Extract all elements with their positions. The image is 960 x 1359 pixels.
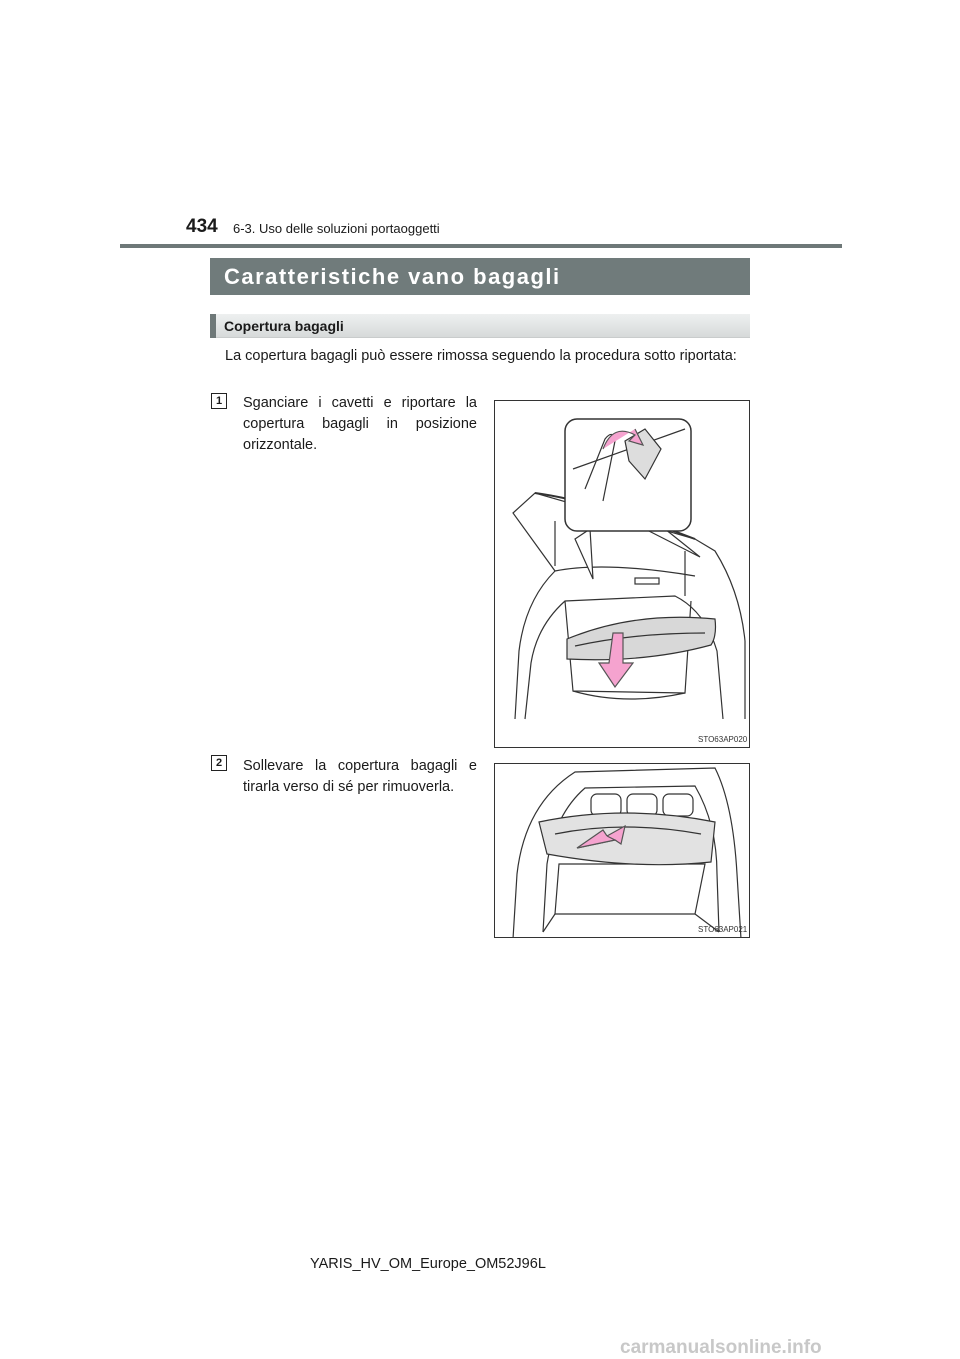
step-text-2: Sollevare la copertura bagagli e tirarla verso di sé per rimuoverla. (243, 758, 477, 795)
step-number-2: 2 (211, 755, 227, 771)
subsection-heading (210, 314, 750, 338)
subsection-title: Copertura bagagli (224, 318, 344, 334)
section-title: Caratteristiche vano bagagli (210, 258, 750, 295)
document-footer: YARIS_HV_OM_Europe_OM52J96L (310, 1256, 546, 1272)
figure-code-1: STO63AP020 (698, 735, 748, 744)
step-number-1: 1 (211, 393, 227, 409)
site-watermark[interactable]: carmanualsonline.info (620, 1337, 822, 1358)
running-head: 6-3. Uso delle soluzioni portaoggetti (233, 221, 440, 236)
header-rule (120, 244, 842, 248)
figure-step-2 (494, 763, 750, 938)
tailgate-illustration (495, 401, 750, 748)
subsection-marker (210, 314, 216, 338)
step-text-1: Sganciare i cavetti e riportare la copertura bagagli in posizione orizzontale. (243, 395, 477, 453)
figure-step-1 (494, 400, 750, 748)
intro-paragraph: La copertura bagagli può essere rimossa seguendo la procedura sotto riportata: (225, 348, 737, 364)
figure-code-2: STO63AP021 (698, 925, 748, 934)
luggage-cover-illustration (495, 764, 750, 938)
page-number: 434 (186, 216, 218, 237)
